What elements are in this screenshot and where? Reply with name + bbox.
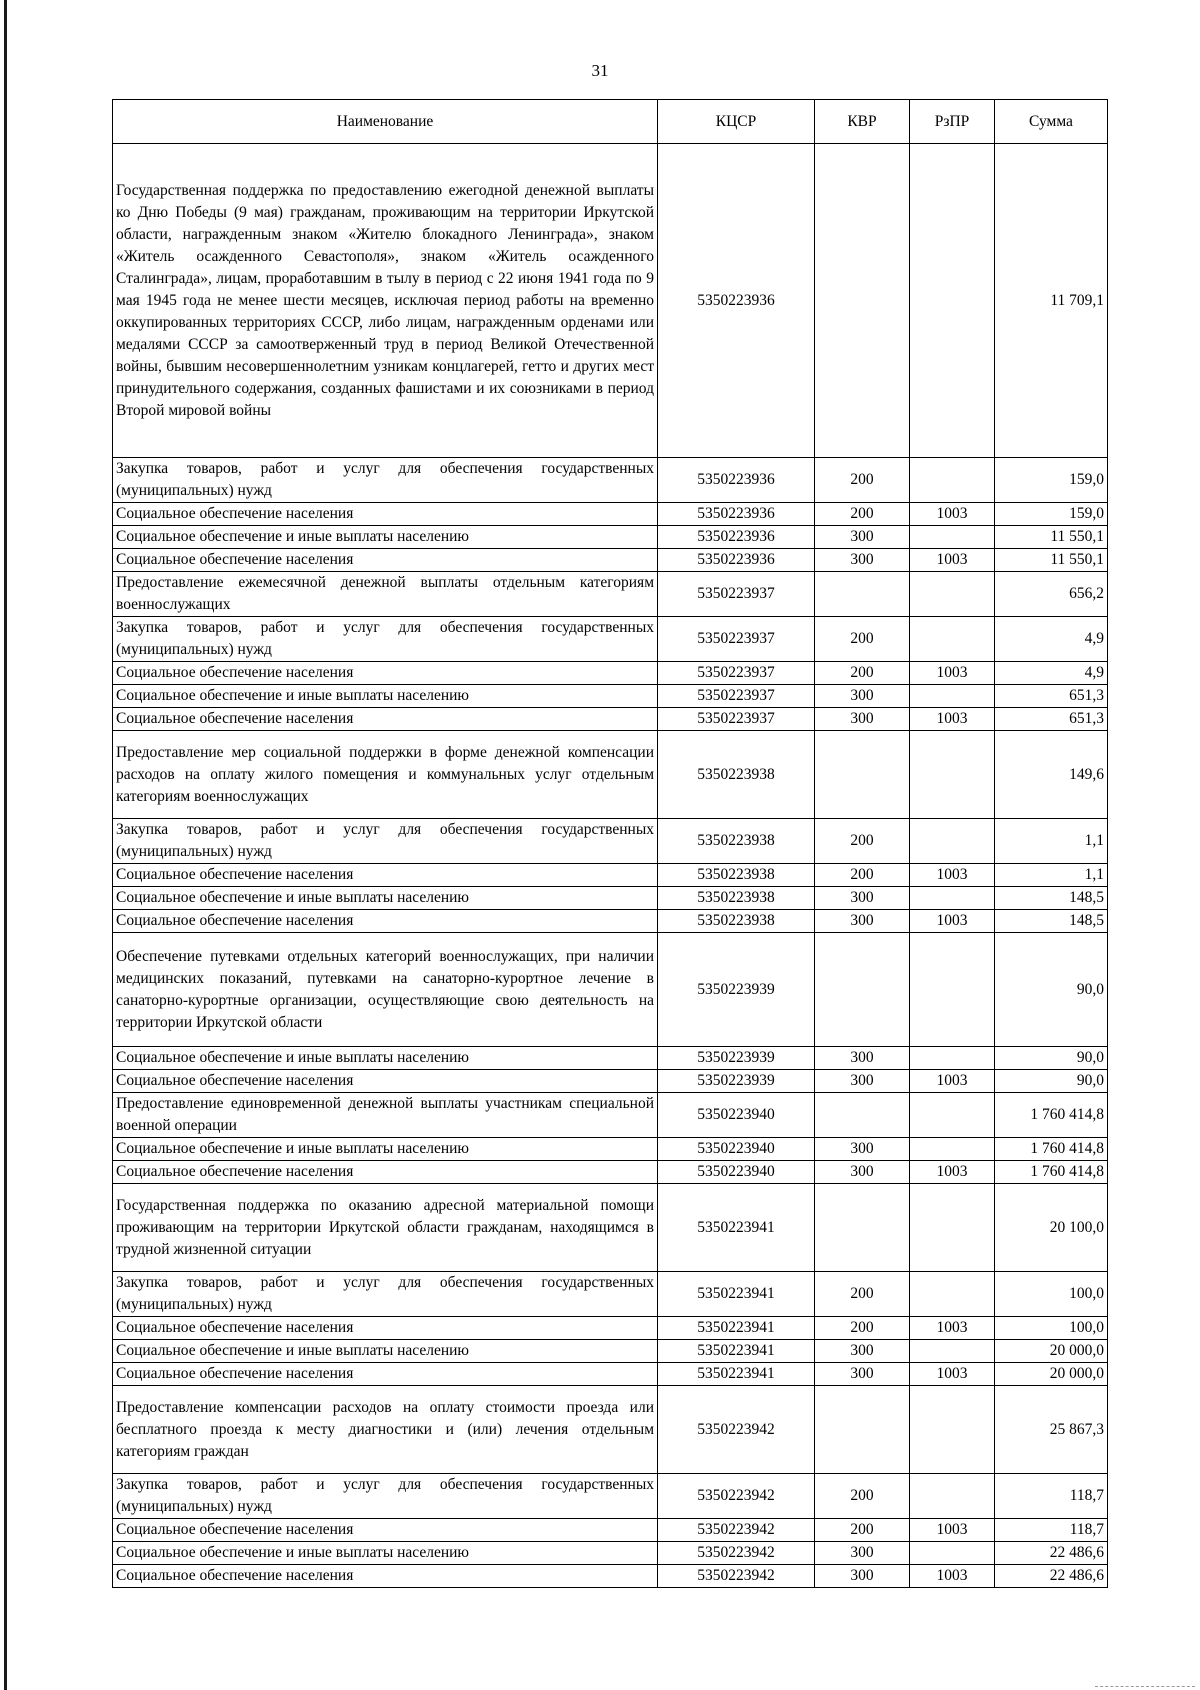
cell-kcsr: 5350223938 xyxy=(658,819,815,864)
cell-sum: 1,1 xyxy=(995,864,1108,887)
scan-edge-mark xyxy=(1095,1686,1195,1688)
cell-rzpr: 1003 xyxy=(910,1070,995,1093)
cell-kcsr: 5350223938 xyxy=(658,887,815,910)
cell-name: Предоставление мер социальной поддержки в форме денежной компенсации расходов на оплату жилого помещения и коммунальных услуг отдельным категориям военнослужащих xyxy=(113,731,658,819)
table-row xyxy=(113,887,1108,910)
table-row xyxy=(113,731,1108,819)
cell-kcsr: 5350223941 xyxy=(658,1317,815,1340)
cell-name: Социальное обеспечение населения xyxy=(113,662,658,685)
table-row xyxy=(113,144,1108,458)
cell-name: Социальное обеспечение населения xyxy=(113,708,658,731)
table-row xyxy=(113,1474,1108,1519)
cell-rzpr xyxy=(910,1138,995,1161)
cell-kvr: 300 xyxy=(815,1070,910,1093)
cell-sum: 90,0 xyxy=(995,933,1108,1047)
cell-kvr: 300 xyxy=(815,1138,910,1161)
cell-kcsr: 5350223938 xyxy=(658,910,815,933)
cell-kcsr: 5350223936 xyxy=(658,549,815,572)
cell-name: Предоставление единовременной денежной выплаты участникам специальной военной операции xyxy=(113,1093,658,1138)
cell-kvr xyxy=(815,1386,910,1474)
cell-name: Социальное обеспечение и иные выплаты населению xyxy=(113,526,658,549)
cell-sum: 11 550,1 xyxy=(995,549,1108,572)
cell-kvr: 300 xyxy=(815,1542,910,1565)
cell-kvr xyxy=(815,731,910,819)
cell-name: Социальное обеспечение и иные выплаты населению xyxy=(113,1340,658,1363)
table-row xyxy=(113,685,1108,708)
cell-sum: 118,7 xyxy=(995,1519,1108,1542)
cell-kcsr: 5350223940 xyxy=(658,1093,815,1138)
cell-name: Государственная поддержка по оказанию адресной материальной помощи проживающим на территории Иркутской области гражданам, находящимся в трудной жизненной ситуации xyxy=(113,1184,658,1272)
table-row xyxy=(113,1093,1108,1138)
cell-name: Закупка товаров, работ и услуг для обеспечения государственных (муниципальных) нужд xyxy=(113,617,658,662)
table-row xyxy=(113,458,1108,503)
cell-rzpr xyxy=(910,1474,995,1519)
cell-rzpr xyxy=(910,1272,995,1317)
cell-name: Обеспечение путевками отдельных категорий военнослужащих, при наличии медицинских показаний, путевками на санаторно-курортное лечение в санаторно-курортные организации, осуществляющие свою деятельность на территории Иркутской области xyxy=(113,933,658,1047)
cell-kvr: 300 xyxy=(815,549,910,572)
cell-rzpr: 1003 xyxy=(910,1363,995,1386)
cell-kcsr: 5350223942 xyxy=(658,1565,815,1588)
cell-sum: 20 000,0 xyxy=(995,1363,1108,1386)
cell-rzpr xyxy=(910,617,995,662)
cell-kvr: 300 xyxy=(815,887,910,910)
cell-name: Социальное обеспечение населения xyxy=(113,549,658,572)
cell-sum: 90,0 xyxy=(995,1047,1108,1070)
cell-kvr: 200 xyxy=(815,1272,910,1317)
table-row xyxy=(113,1047,1108,1070)
header-rzpr: РзПР xyxy=(910,100,995,144)
table-row xyxy=(113,572,1108,617)
cell-kvr: 200 xyxy=(815,617,910,662)
table-row xyxy=(113,1386,1108,1474)
table-header-row xyxy=(113,100,1108,144)
cell-kcsr: 5350223940 xyxy=(658,1161,815,1184)
cell-name: Социальное обеспечение и иные выплаты населению xyxy=(113,685,658,708)
header-sum: Сумма xyxy=(995,100,1108,144)
table-row xyxy=(113,933,1108,1047)
cell-rzpr xyxy=(910,1047,995,1070)
table-row xyxy=(113,864,1108,887)
cell-rzpr xyxy=(910,1184,995,1272)
cell-name: Социальное обеспечение и иные выплаты населению xyxy=(113,887,658,910)
cell-rzpr: 1003 xyxy=(910,549,995,572)
cell-kvr: 200 xyxy=(815,503,910,526)
cell-name: Социальное обеспечение населения xyxy=(113,503,658,526)
cell-kvr xyxy=(815,572,910,617)
table-row xyxy=(113,1363,1108,1386)
cell-sum: 4,9 xyxy=(995,662,1108,685)
table-row xyxy=(113,819,1108,864)
cell-rzpr xyxy=(910,933,995,1047)
cell-kvr xyxy=(815,144,910,458)
cell-kcsr: 5350223936 xyxy=(658,458,815,503)
table-row xyxy=(113,1340,1108,1363)
cell-kvr: 200 xyxy=(815,1474,910,1519)
cell-sum: 100,0 xyxy=(995,1272,1108,1317)
cell-kcsr: 5350223941 xyxy=(658,1363,815,1386)
cell-kvr: 300 xyxy=(815,1161,910,1184)
header-name: Наименование xyxy=(113,100,658,144)
cell-sum: 1 760 414,8 xyxy=(995,1093,1108,1138)
table-row xyxy=(113,1161,1108,1184)
cell-sum: 118,7 xyxy=(995,1474,1108,1519)
table-row xyxy=(113,1542,1108,1565)
cell-kvr: 200 xyxy=(815,864,910,887)
table-row xyxy=(113,1565,1108,1588)
cell-sum: 1 760 414,8 xyxy=(995,1161,1108,1184)
cell-kvr xyxy=(815,1093,910,1138)
cell-name: Закупка товаров, работ и услуг для обеспечения государственных (муниципальных) нужд xyxy=(113,819,658,864)
cell-sum: 11 550,1 xyxy=(995,526,1108,549)
cell-kvr: 200 xyxy=(815,458,910,503)
cell-kcsr: 5350223939 xyxy=(658,1047,815,1070)
cell-kcsr: 5350223937 xyxy=(658,708,815,731)
cell-name: Социальное обеспечение и иные выплаты населению xyxy=(113,1047,658,1070)
cell-kcsr: 5350223936 xyxy=(658,526,815,549)
cell-sum: 90,0 xyxy=(995,1070,1108,1093)
cell-rzpr xyxy=(910,731,995,819)
cell-name: Социальное обеспечение и иные выплаты населению xyxy=(113,1542,658,1565)
cell-kvr xyxy=(815,933,910,1047)
cell-name: Закупка товаров, работ и услуг для обеспечения государственных (муниципальных) нужд xyxy=(113,1474,658,1519)
cell-sum: 22 486,6 xyxy=(995,1565,1108,1588)
cell-kvr: 200 xyxy=(815,1519,910,1542)
cell-kcsr: 5350223936 xyxy=(658,144,815,458)
cell-sum: 159,0 xyxy=(995,503,1108,526)
cell-kcsr: 5350223939 xyxy=(658,933,815,1047)
cell-name: Закупка товаров, работ и услуг для обеспечения государственных (муниципальных) нужд xyxy=(113,1272,658,1317)
cell-name: Социальное обеспечение населения xyxy=(113,1565,658,1588)
table-row xyxy=(113,1070,1108,1093)
cell-kcsr: 5350223940 xyxy=(658,1138,815,1161)
cell-sum: 159,0 xyxy=(995,458,1108,503)
cell-kcsr: 5350223941 xyxy=(658,1272,815,1317)
cell-rzpr xyxy=(910,144,995,458)
cell-kcsr: 5350223939 xyxy=(658,1070,815,1093)
cell-kvr: 300 xyxy=(815,910,910,933)
cell-kvr: 300 xyxy=(815,1340,910,1363)
cell-sum: 22 486,6 xyxy=(995,1542,1108,1565)
cell-kvr xyxy=(815,1184,910,1272)
cell-rzpr xyxy=(910,458,995,503)
cell-rzpr: 1003 xyxy=(910,1317,995,1340)
cell-kcsr: 5350223942 xyxy=(658,1474,815,1519)
table-row xyxy=(113,549,1108,572)
cell-sum: 651,3 xyxy=(995,685,1108,708)
cell-sum: 1,1 xyxy=(995,819,1108,864)
cell-kvr: 300 xyxy=(815,1363,910,1386)
cell-sum: 11 709,1 xyxy=(995,144,1108,458)
cell-sum: 4,9 xyxy=(995,617,1108,662)
table-row xyxy=(113,526,1108,549)
cell-sum: 20 100,0 xyxy=(995,1184,1108,1272)
cell-kcsr: 5350223937 xyxy=(658,572,815,617)
cell-sum: 100,0 xyxy=(995,1317,1108,1340)
table-row xyxy=(113,503,1108,526)
cell-kcsr: 5350223938 xyxy=(658,864,815,887)
cell-kcsr: 5350223942 xyxy=(658,1542,815,1565)
cell-rzpr: 1003 xyxy=(910,1565,995,1588)
cell-name: Социальное обеспечение населения xyxy=(113,1317,658,1340)
cell-rzpr xyxy=(910,685,995,708)
cell-kvr: 200 xyxy=(815,1317,910,1340)
cell-rzpr: 1003 xyxy=(910,503,995,526)
cell-name: Социальное обеспечение населения xyxy=(113,864,658,887)
cell-name: Социальное обеспечение населения xyxy=(113,1070,658,1093)
cell-name: Социальное обеспечение и иные выплаты населению xyxy=(113,1138,658,1161)
cell-sum: 656,2 xyxy=(995,572,1108,617)
cell-rzpr: 1003 xyxy=(910,708,995,731)
cell-kvr: 300 xyxy=(815,685,910,708)
cell-kcsr: 5350223936 xyxy=(658,503,815,526)
cell-sum: 148,5 xyxy=(995,887,1108,910)
cell-name: Социальное обеспечение населения xyxy=(113,1363,658,1386)
table-row xyxy=(113,1184,1108,1272)
cell-rzpr xyxy=(910,1093,995,1138)
cell-kvr: 300 xyxy=(815,526,910,549)
cell-sum: 149,6 xyxy=(995,731,1108,819)
cell-rzpr xyxy=(910,1340,995,1363)
cell-name: Закупка товаров, работ и услуг для обеспечения государственных (муниципальных) нужд xyxy=(113,458,658,503)
header-kcsr: КЦСР xyxy=(658,100,815,144)
cell-sum: 651,3 xyxy=(995,708,1108,731)
cell-kcsr: 5350223937 xyxy=(658,662,815,685)
page-number: 31 xyxy=(591,61,609,80)
cell-rzpr: 1003 xyxy=(910,1161,995,1184)
cell-kcsr: 5350223937 xyxy=(658,617,815,662)
cell-rzpr: 1003 xyxy=(910,662,995,685)
cell-kvr: 300 xyxy=(815,1565,910,1588)
cell-kcsr: 5350223941 xyxy=(658,1184,815,1272)
table-body xyxy=(113,144,1108,1588)
cell-sum: 20 000,0 xyxy=(995,1340,1108,1363)
cell-rzpr xyxy=(910,526,995,549)
table-row xyxy=(113,617,1108,662)
cell-rzpr: 1003 xyxy=(910,864,995,887)
table-row xyxy=(113,1317,1108,1340)
cell-name: Государственная поддержка по предоставлению ежегодной денежной выплаты ко Дню Победы (9 мая) гражданам, проживающим на территории Иркутской области, награжденным знаком «Жителю блокадного Ленинграда», знаком «Житель осажденного Севастополя», знаком «Житель осажденного Сталинграда», лицам, проработавшим в тылу в период с 22 июня 1941 года по 9 мая 1945 года не менее шести месяцев, исключая период работы на временно оккупированных территориях СССР, либо лицам, награжденным орденами или медалями СССР за самоотверженный труд в период Великой Отечественной войны, бывшим несовершеннолетним узникам концлагерей, гетто и других мест принудительного содержания, созданных фашистами и их союзниками в период Второй мировой войны xyxy=(113,144,658,458)
table-row xyxy=(113,662,1108,685)
cell-rzpr: 1003 xyxy=(910,1519,995,1542)
cell-rzpr xyxy=(910,819,995,864)
cell-kcsr: 5350223942 xyxy=(658,1386,815,1474)
cell-rzpr: 1003 xyxy=(910,910,995,933)
cell-kvr: 300 xyxy=(815,708,910,731)
cell-rzpr xyxy=(910,1386,995,1474)
cell-name: Социальное обеспечение населения xyxy=(113,910,658,933)
cell-name: Предоставление ежемесячной денежной выплаты отдельным категориям военнослужащих xyxy=(113,572,658,617)
table-row xyxy=(113,708,1108,731)
cell-rzpr xyxy=(910,1542,995,1565)
cell-kcsr: 5350223942 xyxy=(658,1519,815,1542)
table-row xyxy=(113,1519,1108,1542)
table-row xyxy=(113,910,1108,933)
cell-kcsr: 5350223941 xyxy=(658,1340,815,1363)
header-kvr: КВР xyxy=(815,100,910,144)
table-row xyxy=(113,1272,1108,1317)
cell-sum: 148,5 xyxy=(995,910,1108,933)
cell-rzpr xyxy=(910,887,995,910)
table-row xyxy=(113,1138,1108,1161)
scan-left-edge xyxy=(4,0,7,1690)
cell-kvr: 200 xyxy=(815,662,910,685)
cell-rzpr xyxy=(910,572,995,617)
cell-kvr: 300 xyxy=(815,1047,910,1070)
cell-name: Предоставление компенсации расходов на оплату стоимости проезда или бесплатного проезда к месту диагностики и (или) лечения отдельным категориям граждан xyxy=(113,1386,658,1474)
cell-sum: 1 760 414,8 xyxy=(995,1138,1108,1161)
cell-sum: 25 867,3 xyxy=(995,1386,1108,1474)
cell-kcsr: 5350223937 xyxy=(658,685,815,708)
cell-kvr: 200 xyxy=(815,819,910,864)
budget-table xyxy=(112,99,1108,1588)
cell-name: Социальное обеспечение населения xyxy=(113,1161,658,1184)
cell-name: Социальное обеспечение населения xyxy=(113,1519,658,1542)
cell-kcsr: 5350223938 xyxy=(658,731,815,819)
